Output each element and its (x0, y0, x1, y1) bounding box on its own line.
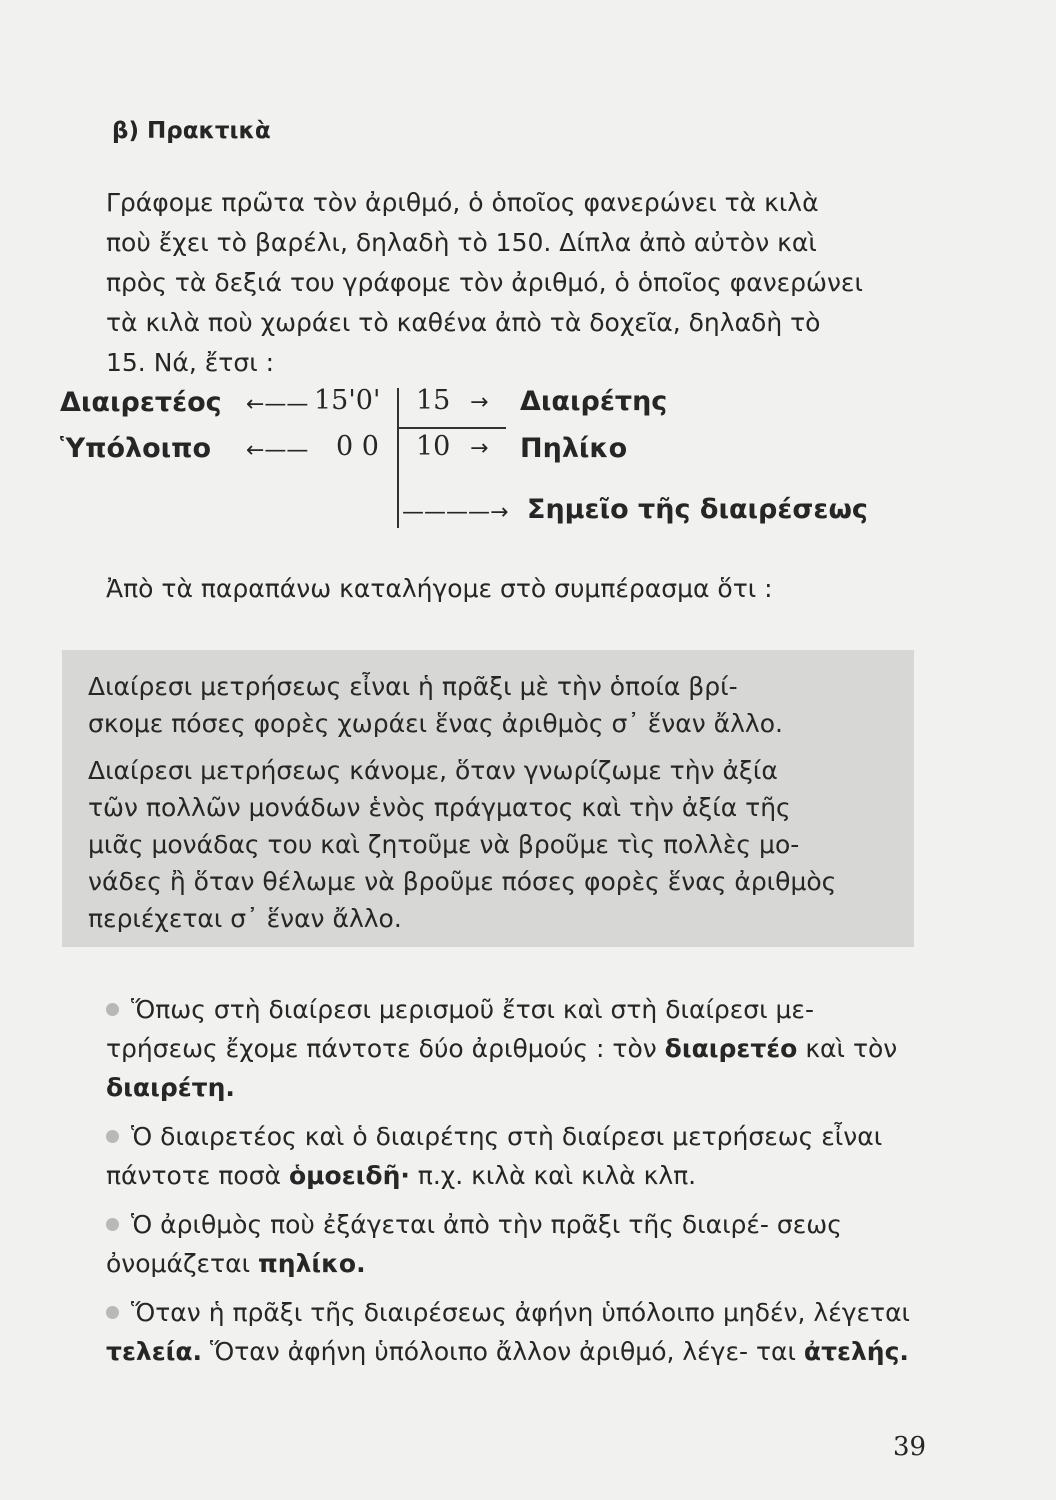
intro-paragraph (106, 183, 926, 383)
definition-1 (88, 668, 894, 742)
page-number: 39 (893, 1432, 927, 1462)
text-line: νάδες ἢ ὅταν θέλωμε νὰ βροῦμε πόσες φορὲς ἕνας ἀριθμὸς (88, 867, 837, 896)
arrow-right-icon: → (470, 390, 489, 415)
bold-term: ὁμοειδῆ· (288, 1161, 410, 1190)
bold-term: ἀτελής. (803, 1337, 909, 1366)
bullet-dot-icon (106, 1130, 119, 1143)
text-line: καὶ (797, 1034, 845, 1063)
text-line: 15. Νά, ἔτσι : (106, 348, 275, 377)
text-line: ται (755, 1337, 804, 1366)
text-line: τρήσεως ἔχομε πάντοτε δύο ἀριθμούς : τὸν (106, 1034, 665, 1063)
text-line: λέγεται (813, 1298, 911, 1327)
definition-2 (88, 752, 894, 937)
division-vertical-line (397, 388, 399, 528)
text-line: μιᾶς μονάδας του καὶ ζητοῦμε νὰ βροῦμε τὶς πολλὲς μο- (88, 830, 800, 859)
text-line: πρὸς τὰ δεξιά του γράφομε τὸν ἀριθμό, ὁ ὁποῖος φανερώνει (106, 268, 863, 297)
text-line: σκομε πόσες φορὲς χωράει ἕνας ἀριθμὸς σ᾽ ἕναν ἄλλο. (88, 709, 783, 738)
arrow-right-icon: → (470, 436, 489, 461)
text-line: Ὁ ἀριθμὸς ποὺ ἐξάγεται ἀπὸ τὴν πρᾶξι τῆς διαιρέ- (131, 1210, 769, 1239)
text-line: περιέχεται σ᾽ ἕναν ἄλλο. (88, 904, 402, 933)
bullet-dot-icon (106, 1003, 119, 1016)
quotient-value: 10 (416, 431, 451, 462)
bullet-item-4 (106, 1293, 926, 1371)
text-line: σεως ὀνομάζεται (106, 1210, 842, 1278)
text-line: Γράφομε πρῶτα τὸν ἀριθμό, ὁ ὁποῖος φανερώνει τὰ κιλὰ (106, 188, 819, 217)
conclusion-line: Ἀπὸ τὰ παραπάνω καταλήγομε στὸ συμπέρασμα ὅτι : (106, 574, 773, 603)
arrow-left-icon: ←—— (246, 392, 309, 417)
division-horizontal-line (398, 427, 506, 429)
text-line: Ὁ διαιρετέος καὶ ὁ διαιρέτης στὴ διαίρεσι μετρήσεως (131, 1122, 814, 1151)
text-line: ποὺ ἔχει τὸ βαρέλι, δηλαδὴ τὸ 150. Δίπλα ἀπὸ αὐτὸν καὶ (106, 228, 817, 257)
division-sign-label: Σημεῖο τῆς διαιρέσεως (527, 494, 868, 525)
remainder-value: 0 0 (336, 431, 379, 462)
text-line: τὰ κιλὰ ποὺ χωράει τὸ καθένα ἀπὸ τὰ δοχεῖα, δηλαδὴ τὸ (106, 308, 821, 337)
bold-term: πηλίκο. (258, 1249, 366, 1278)
text-line: Ὅταν ἀφήνη ὑπόλοιπο ἄλλον ἀριθμό, λέγε- (202, 1337, 749, 1366)
quotient-label: Πηλίκο (520, 433, 628, 464)
remainder-label: Ὑπόλοιπο (60, 433, 212, 464)
text-line: Διαίρεσι μετρήσεως εἶναι ἡ πρᾶξι μὲ τὴν ὁποία βρί- (88, 672, 738, 701)
text-line: τῶν πολλῶν μονάδων ἑνὸς πράγματος καὶ τὴν ἀξία τῆς (88, 793, 791, 822)
text-line: εἶναι πάντοτε ποσὰ (106, 1122, 883, 1190)
arrow-left-icon: ←—— (246, 438, 309, 463)
section-heading: β) Πρακτικὰ (112, 118, 271, 144)
arrow-right-long-icon: ————→ (402, 500, 509, 525)
bullet-item-3 (106, 1205, 926, 1283)
bullet-item-2 (106, 1117, 926, 1195)
text-line: τὸν (852, 1034, 898, 1063)
text-line: π.χ. κιλὰ καὶ κιλὰ κλπ. (409, 1161, 697, 1190)
dividend-value: 15'0' (314, 385, 381, 416)
divisor-label: Διαιρέτης (520, 386, 668, 417)
divisor-value: 15 (416, 385, 451, 416)
text-line: Ὅπως στὴ διαίρεσι μερισμοῦ ἔτσι καὶ στὴ διαίρεσι με- (131, 995, 814, 1024)
bullet-item-1 (106, 990, 926, 1107)
bold-term: διαιρέτη. (106, 1073, 235, 1102)
dividend-label: Διαιρετέος (60, 387, 222, 418)
bullet-dot-icon (106, 1218, 119, 1231)
bold-term: διαιρετέο (664, 1034, 798, 1063)
text-line: Ὅταν ἡ πρᾶξι τῆς διαιρέσεως ἀφήνη ὑπόλοιπο μηδέν, (131, 1298, 806, 1327)
bold-term: τελεία. (106, 1337, 203, 1366)
bullet-dot-icon (106, 1306, 119, 1319)
text-line: Διαίρεσι μετρήσεως κάνομε, ὅταν γνωρίζωμε τὴν ἀξία (88, 756, 778, 785)
